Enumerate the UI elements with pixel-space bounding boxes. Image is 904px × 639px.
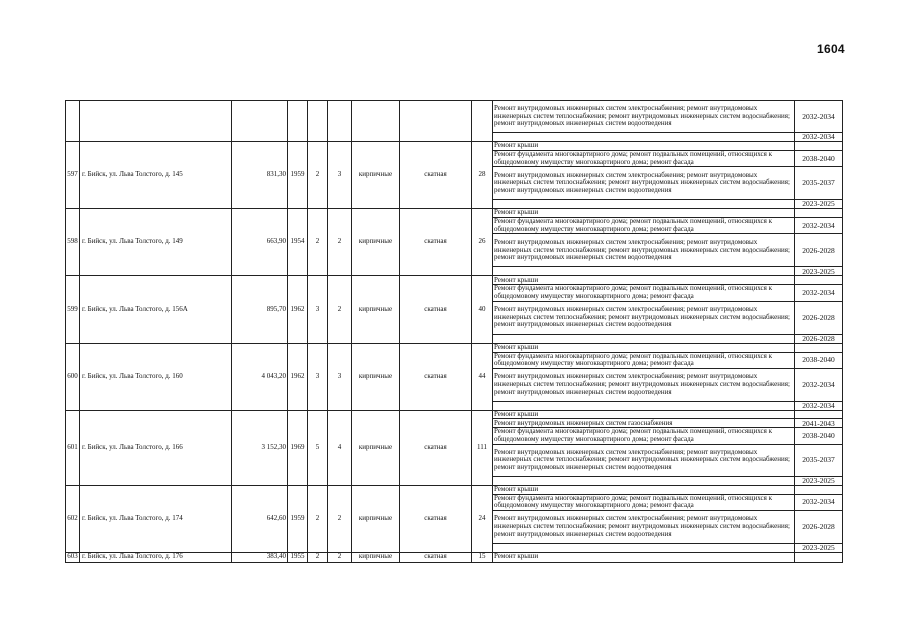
year-cell xyxy=(288,101,308,142)
roof-cell xyxy=(400,101,472,142)
floors-cell: 2 xyxy=(308,552,328,562)
period-cell xyxy=(795,142,843,151)
work-cell: Ремонт фундамента многоквартирного дома; ремонт подвальных помещений, относящихся к общедомовому имуществу многоквартирного дома; ремонт фасада xyxy=(493,218,795,234)
period-cell: 2032-2034 xyxy=(795,285,843,301)
work-cell: Ремонт внутридомовых инженерных систем газоснабжения xyxy=(493,419,795,428)
work-cell: Ремонт внутридомовых инженерных систем электроснабжения; ремонт внутридомовых инженерных систем теплоснабжения; ремонт внутридомовых инженерных систем водоснабжения; ремонт внутридомовых инженерных систем водоотведения xyxy=(493,368,795,401)
work-cell: Ремонт крыши xyxy=(493,276,795,285)
work-cell xyxy=(493,476,795,485)
work-cell: Ремонт крыши xyxy=(493,410,795,419)
residents-cell: 28 xyxy=(472,142,493,209)
period-cell: 2023-2025 xyxy=(795,476,843,485)
period-cell: 2038-2040 xyxy=(795,428,843,444)
residents-cell: 24 xyxy=(472,485,493,552)
period-cell: 2032-2034 xyxy=(795,218,843,234)
floors-cell: 2 xyxy=(308,485,328,552)
roof-cell: скатная xyxy=(400,276,472,343)
row-number-cell: 603 xyxy=(67,552,78,561)
residents-cell: 15 xyxy=(472,552,493,562)
year-cell: 1954 xyxy=(288,209,308,276)
period-cell: 2026-2028 xyxy=(795,510,843,543)
work-cell: Ремонт крыши xyxy=(493,209,795,218)
work-cell xyxy=(493,267,795,276)
entrances-cell: 2 xyxy=(328,209,352,276)
residents-cell xyxy=(472,101,493,142)
work-cell: Ремонт внутридомовых инженерных систем электроснабжения; ремонт внутридомовых инженерных систем теплоснабжения; ремонт внутридомовых инженерных систем водоснабжения; ремонт внутридомовых инженерных систем водоотведения xyxy=(493,301,795,334)
walls-cell: кирпичные xyxy=(352,142,400,209)
roof-cell: скатная xyxy=(400,343,472,410)
floors-cell: 3 xyxy=(308,276,328,343)
address-cell: г. Бийск, ул. Льва Толстого, д. 145 xyxy=(80,142,232,209)
floors-cell: 5 xyxy=(308,410,328,485)
work-cell xyxy=(493,401,795,410)
floors-cell xyxy=(308,101,328,142)
table-row xyxy=(66,552,843,562)
area-cell: 895,70 xyxy=(232,276,288,343)
capital-repair-table xyxy=(65,100,843,563)
residents-cell: 44 xyxy=(472,343,493,410)
work-cell xyxy=(493,543,795,552)
area-cell: 831,30 xyxy=(232,142,288,209)
entrances-cell: 2 xyxy=(328,485,352,552)
table-row xyxy=(66,101,843,133)
roof-cell: скатная xyxy=(400,142,472,209)
address-cell: г. Бийск, ул. Льва Толстого, д. 149 xyxy=(80,209,232,276)
entrances-cell: 2 xyxy=(328,552,352,562)
work-cell: Ремонт крыши xyxy=(493,552,795,562)
period-cell: 2023-2025 xyxy=(795,543,843,552)
work-cell xyxy=(493,200,795,209)
walls-cell: кирпичные xyxy=(352,552,400,562)
address-cell: г. Бийск, ул. Льва Толстого, д. 166 xyxy=(80,410,232,485)
row-number-cell xyxy=(66,101,80,142)
year-cell: 1959 xyxy=(288,485,308,552)
period-cell: 2026-2028 xyxy=(795,301,843,334)
roof-cell: скатная xyxy=(400,485,472,552)
walls-cell: кирпичные xyxy=(352,410,400,485)
area-cell: 3 152,30 xyxy=(232,410,288,485)
period-cell: 2035-2037 xyxy=(795,444,843,476)
table-row xyxy=(66,410,843,419)
address-cell: г. Бийск, ул. Льва Толстого, д. 156А xyxy=(80,276,232,343)
period-cell: 2032-2034 xyxy=(795,101,843,133)
work-cell: Ремонт внутридомовых инженерных систем электроснабжения; ремонт внутридомовых инженерных систем теплоснабжения; ремонт внутридомовых инженерных систем водоснабжения; ремонт внутридомовых инженерных систем водоотведения xyxy=(493,167,795,200)
year-cell: 1962 xyxy=(288,343,308,410)
walls-cell: кирпичные xyxy=(352,485,400,552)
entrances-cell xyxy=(328,101,352,142)
address-cell: г. Бийск, ул. Льва Толстого, д. 176 xyxy=(80,552,232,562)
row-number-cell: 598 xyxy=(66,209,80,276)
row-number-cell: 599 xyxy=(66,276,80,343)
period-cell xyxy=(795,209,843,218)
entrances-cell: 3 xyxy=(328,343,352,410)
roof-cell: скатная xyxy=(400,209,472,276)
period-cell: 2026-2028 xyxy=(795,234,843,267)
area-cell: 642,60 xyxy=(232,485,288,552)
table-row xyxy=(66,209,843,218)
walls-cell: кирпичные xyxy=(352,343,400,410)
year-cell: 1969 xyxy=(288,410,308,485)
work-cell: Ремонт крыши xyxy=(493,485,795,494)
residents-cell: 40 xyxy=(472,276,493,343)
work-cell: Ремонт крыши xyxy=(493,142,795,151)
address-cell: г. Бийск, ул. Льва Толстого, д. 160 xyxy=(80,343,232,410)
work-cell: Ремонт фундамента многоквартирного дома; ремонт подвальных помещений, относящихся к общедомовому имуществу многоквартирного дома; ремонт фасада xyxy=(493,285,795,301)
entrances-cell: 4 xyxy=(328,410,352,485)
period-cell xyxy=(795,343,843,352)
work-cell: Ремонт фундамента многоквартирного дома; ремонт подвальных помещений, относящихся к общедомовому имуществу многоквартирного дома; ремонт фасада xyxy=(493,151,795,167)
period-cell: 2023-2025 xyxy=(795,200,843,209)
period-cell: 2026-2028 xyxy=(795,334,843,343)
work-cell: Ремонт внутридомовых инженерных систем электроснабжения; ремонт внутридомовых инженерных систем теплоснабжения; ремонт внутридомовых инженерных систем водоснабжения; ремонт внутридомовых инженерных систем водоотведения xyxy=(493,234,795,267)
period-cell: 2032-2034 xyxy=(795,494,843,510)
period-cell: 2038-2040 xyxy=(795,352,843,368)
work-cell: Ремонт фундамента многоквартирного дома; ремонт подвальных помещений, относящихся к общедомовому имуществу многоквартирного дома; ремонт фасада xyxy=(493,494,795,510)
period-cell xyxy=(795,276,843,285)
period-cell: 2041-2043 xyxy=(795,419,843,428)
residents-cell: 26 xyxy=(472,209,493,276)
period-cell: 2032-2034 xyxy=(795,368,843,401)
area-cell: 663,90 xyxy=(232,209,288,276)
table-row xyxy=(66,142,843,151)
row-number-cell: 600 xyxy=(66,343,80,410)
period-cell xyxy=(795,410,843,419)
period-cell: 2032-2034 xyxy=(795,133,843,142)
address-cell xyxy=(80,101,232,142)
period-cell: 2035-2037 xyxy=(795,167,843,200)
area-cell: 4 043,20 xyxy=(232,343,288,410)
area-cell xyxy=(232,101,288,142)
table-row xyxy=(66,485,843,494)
walls-cell: кирпичные xyxy=(352,276,400,343)
walls-cell: кирпичные xyxy=(352,209,400,276)
period-cell: 2038-2040 xyxy=(795,151,843,167)
period-cell: 2023-2025 xyxy=(795,267,843,276)
roof-cell: скатная xyxy=(400,410,472,485)
work-cell: Ремонт фундамента многоквартирного дома; ремонт подвальных помещений, относящихся к общедомовому имуществу многоквартирного дома; ремонт фасада xyxy=(493,428,795,444)
row-number-cell: 597 xyxy=(66,142,80,209)
row-number-cell: 602 xyxy=(66,485,80,552)
work-cell: Ремонт фундамента многоквартирного дома; ремонт подвальных помещений, относящихся к общедомовому имуществу многоквартирного дома; ремонт фасада xyxy=(493,352,795,368)
page-number: 1604 xyxy=(817,42,845,56)
work-cell xyxy=(493,334,795,343)
year-cell: 1962 xyxy=(288,276,308,343)
year-cell: 1959 xyxy=(288,142,308,209)
work-cell xyxy=(493,133,795,142)
table-row xyxy=(66,276,843,285)
period-cell xyxy=(795,552,843,562)
work-cell: Ремонт крыши xyxy=(493,343,795,352)
entrances-cell: 3 xyxy=(328,142,352,209)
work-cell: Ремонт внутридомовых инженерных систем электроснабжения; ремонт внутридомовых инженерных систем теплоснабжения; ремонт внутридомовых инженерных систем водоснабжения; ремонт внутридомовых инженерных систем водоотведения xyxy=(493,101,795,133)
work-cell: Ремонт внутридомовых инженерных систем электроснабжения; ремонт внутридомовых инженерных систем теплоснабжения; ремонт внутридомовых инженерных систем водоснабжения; ремонт внутридомовых инженерных систем водоотведения xyxy=(493,510,795,543)
work-cell: Ремонт внутридомовых инженерных систем электроснабжения; ремонт внутридомовых инженерных систем теплоснабжения; ремонт внутридомовых инженерных систем водоснабжения; ремонт внутридомовых инженерных систем водоотведения xyxy=(493,444,795,476)
period-cell xyxy=(795,485,843,494)
year-cell: 1955 xyxy=(288,552,308,562)
floors-cell: 2 xyxy=(308,142,328,209)
walls-cell xyxy=(352,101,400,142)
floors-cell: 2 xyxy=(308,209,328,276)
entrances-cell: 2 xyxy=(328,276,352,343)
period-cell: 2032-2034 xyxy=(795,401,843,410)
address-cell: г. Бийск, ул. Льва Толстого, д. 174 xyxy=(80,485,232,552)
area-cell: 383,40 xyxy=(232,552,288,562)
table-row xyxy=(66,343,843,352)
roof-cell: скатная xyxy=(400,552,472,562)
residents-cell: 111 xyxy=(472,410,493,485)
floors-cell: 3 xyxy=(308,343,328,410)
row-number-cell: 601 xyxy=(66,410,80,485)
